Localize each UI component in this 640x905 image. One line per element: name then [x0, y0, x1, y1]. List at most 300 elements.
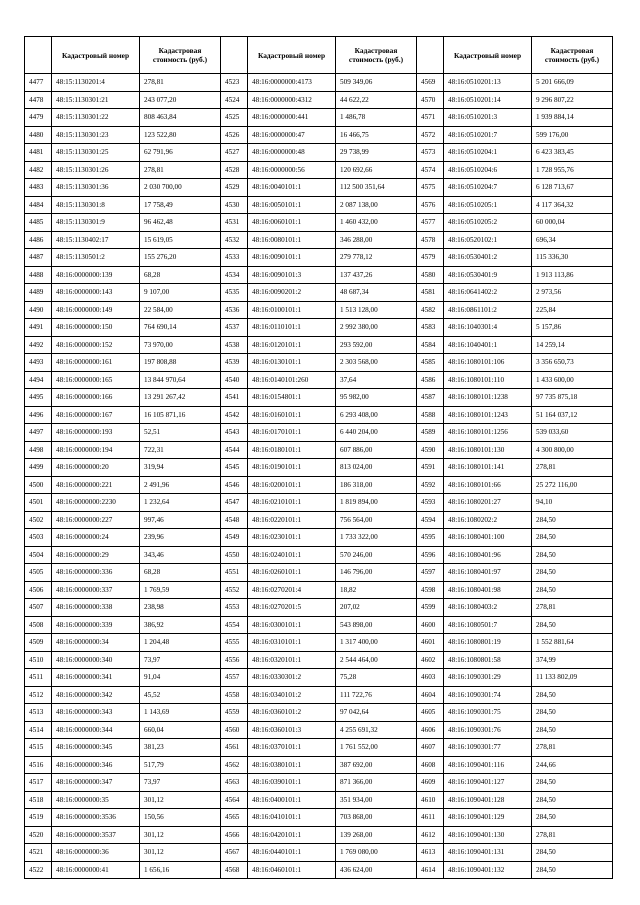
cadastral-number: 48:16:0000000:4173 [248, 74, 336, 92]
cadastral-number: 48:16:1080401:98 [444, 581, 532, 599]
table-row [221, 424, 417, 442]
row-number: 4537 [221, 319, 248, 337]
cadastral-value: 9 107,00 [140, 284, 221, 302]
row-number: 4547 [221, 494, 248, 512]
cadastral-value: 703 868,00 [336, 809, 417, 827]
header-row [25, 37, 221, 74]
row-number: 4583 [417, 319, 444, 337]
row-number: 4572 [417, 126, 444, 144]
cadastral-number: 48:16:1040401:1 [444, 336, 532, 354]
cadastral-value: 278,81 [532, 459, 613, 477]
cadastral-value: 243 077,20 [140, 91, 221, 109]
row-number: 4525 [221, 109, 248, 127]
cadastral-number: 48:16:0530401:9 [444, 266, 532, 284]
table-row [25, 231, 221, 249]
table-row [25, 109, 221, 127]
table-row [417, 826, 613, 844]
cadastral-value: 1 769 080,00 [336, 844, 417, 862]
cadastral-number: 48:16:0210101:1 [248, 494, 336, 512]
table-row [25, 126, 221, 144]
cadastral-value: 301,12 [140, 844, 221, 862]
table-row [417, 336, 613, 354]
row-number: 4520 [25, 826, 52, 844]
cadastral-number: 48:15:1130201:4 [52, 74, 140, 92]
row-number: 4500 [25, 476, 52, 494]
row-number: 4599 [417, 599, 444, 617]
row-number: 4503 [25, 529, 52, 547]
header-cadastral-number: Кадастровый номер [248, 37, 336, 74]
cadastral-value: 15 619,05 [140, 231, 221, 249]
cadastral-number: 48:16:0060101:1 [248, 214, 336, 232]
cadastral-number: 48:16:0390101:1 [248, 774, 336, 792]
cadastral-number: 48:16:0000000:139 [52, 266, 140, 284]
row-number: 4607 [417, 739, 444, 757]
table-row [25, 774, 221, 792]
cadastral-number: 48:16:0300101:1 [248, 616, 336, 634]
cadastral-value: 45,52 [140, 686, 221, 704]
cadastral-value: 1 913 113,86 [532, 266, 613, 284]
row-number: 4529 [221, 179, 248, 197]
table-row [417, 634, 613, 652]
cadastral-value: 5 157,86 [532, 319, 613, 337]
cadastral-value: 13 844 970,64 [140, 371, 221, 389]
cadastral-number: 48:16:0000000:339 [52, 616, 140, 634]
row-number: 4563 [221, 774, 248, 792]
table-row [417, 511, 613, 529]
cadastral-number: 48:16:0000000:36 [52, 844, 140, 862]
cadastral-number: 48:16:0000000:41 [52, 861, 140, 879]
cadastral-number: 48:16:0360101:2 [248, 704, 336, 722]
cadastral-value: 284,50 [532, 511, 613, 529]
row-number: 4580 [417, 266, 444, 284]
cadastral-value: 155 276,20 [140, 249, 221, 267]
row-number: 4532 [221, 231, 248, 249]
table-row [221, 214, 417, 232]
cadastral-number: 48:16:0000000:165 [52, 371, 140, 389]
table-row [417, 284, 613, 302]
cadastral-number: 48:16:0270201:5 [248, 599, 336, 617]
table-row [25, 301, 221, 319]
table-row [417, 861, 613, 879]
cadastral-number: 48:16:0000000:167 [52, 406, 140, 424]
row-number: 4481 [25, 144, 52, 162]
cadastral-number: 48:16:0090201:2 [248, 284, 336, 302]
row-number: 4540 [221, 371, 248, 389]
header-cadastral-value: Кадастровая стоимость (руб.) [336, 37, 417, 74]
row-number: 4591 [417, 459, 444, 477]
row-number: 4544 [221, 441, 248, 459]
cadastral-value: 381,23 [140, 739, 221, 757]
row-number: 4541 [221, 389, 248, 407]
cadastral-number: 48:16:1080101:106 [444, 354, 532, 372]
table-row [25, 809, 221, 827]
cadastral-number: 48:16:1040301:4 [444, 319, 532, 337]
cadastral-number: 48:16:0641402:2 [444, 284, 532, 302]
table-row [221, 546, 417, 564]
header-cadastral-value: Кадастровая стоимость (руб.) [140, 37, 221, 74]
cadastral-number: 48:16:1090401:116 [444, 756, 532, 774]
row-number: 4566 [221, 826, 248, 844]
table-row [221, 704, 417, 722]
table-row [25, 599, 221, 617]
cadastral-number: 48:16:1090401:131 [444, 844, 532, 862]
table-row [221, 634, 417, 652]
table-row [221, 441, 417, 459]
cadastral-value: 2 544 464,00 [336, 651, 417, 669]
table-row [221, 301, 417, 319]
cadastral-number: 48:16:0270201:4 [248, 581, 336, 599]
cadastral-number: 48:16:0000000:35 [52, 791, 140, 809]
cadastral-number: 48:16:0080101:1 [248, 231, 336, 249]
cadastral-number: 48:16:0340101:2 [248, 686, 336, 704]
row-number: 4545 [221, 459, 248, 477]
row-number: 4548 [221, 511, 248, 529]
table-row [25, 844, 221, 862]
cadastral-value: 284,50 [532, 861, 613, 879]
cadastral-value: 111 722,76 [336, 686, 417, 704]
cadastral-number: 48:15:1130402:17 [52, 231, 140, 249]
table-row [221, 406, 417, 424]
table-row [417, 774, 613, 792]
row-number: 4515 [25, 739, 52, 757]
cadastral-number: 48:16:0380101:1 [248, 756, 336, 774]
table-row [221, 651, 417, 669]
row-number: 4568 [221, 861, 248, 879]
cadastral-value: 284,50 [532, 809, 613, 827]
header-cadastral-value: Кадастровая стоимость (руб.) [532, 37, 613, 74]
cadastre-table-3 [416, 36, 613, 879]
row-number: 4534 [221, 266, 248, 284]
table-row [417, 319, 613, 337]
cadastral-value: 607 886,00 [336, 441, 417, 459]
header-row [417, 37, 613, 74]
cadastral-number: 48:15:1130301:25 [52, 144, 140, 162]
cadastral-value: 1 232,64 [140, 494, 221, 512]
cadastral-number: 48:16:1080101:1256 [444, 424, 532, 442]
cadastral-number: 48:16:1090401:128 [444, 791, 532, 809]
cadastral-number: 48:16:0230101:1 [248, 529, 336, 547]
row-number: 4513 [25, 704, 52, 722]
cadastral-value: 808 463,84 [140, 109, 221, 127]
row-number: 4560 [221, 721, 248, 739]
row-number: 4477 [25, 74, 52, 92]
table-row [417, 196, 613, 214]
table-row [221, 109, 417, 127]
table-row [25, 686, 221, 704]
row-number: 4535 [221, 284, 248, 302]
row-number: 4491 [25, 319, 52, 337]
table-row [221, 196, 417, 214]
cadastral-value: 6 128 713,67 [532, 179, 613, 197]
cadastral-number: 48:15:1130501:2 [52, 249, 140, 267]
row-number: 4490 [25, 301, 52, 319]
row-number: 4612 [417, 826, 444, 844]
cadastral-number: 48:16:0310101:1 [248, 634, 336, 652]
cadastral-number: 48:16:0120101:1 [248, 336, 336, 354]
table-row [25, 581, 221, 599]
table-row [221, 266, 417, 284]
cadastral-value: 96 462,48 [140, 214, 221, 232]
cadastral-value: 6 293 408,00 [336, 406, 417, 424]
cadastral-value: 68,28 [140, 266, 221, 284]
cadastral-value: 1 769,59 [140, 581, 221, 599]
table-row [25, 494, 221, 512]
row-number: 4611 [417, 809, 444, 827]
row-number: 4586 [417, 371, 444, 389]
cadastral-number: 48:16:0100101:1 [248, 301, 336, 319]
table-row [25, 214, 221, 232]
table-row [25, 546, 221, 564]
table-row [417, 669, 613, 687]
row-number: 4554 [221, 616, 248, 634]
cadastral-number: 48:16:0160101:1 [248, 406, 336, 424]
cadastral-value: 73 970,00 [140, 336, 221, 354]
cadastral-value: 284,50 [532, 529, 613, 547]
row-number: 4556 [221, 651, 248, 669]
table-row [417, 389, 613, 407]
row-number: 4526 [221, 126, 248, 144]
row-number: 4559 [221, 704, 248, 722]
row-number: 4592 [417, 476, 444, 494]
cadastral-number: 48:16:0000000:2230 [52, 494, 140, 512]
row-number: 4585 [417, 354, 444, 372]
cadastral-number: 48:16:0000000:344 [52, 721, 140, 739]
row-number: 4555 [221, 634, 248, 652]
cadastral-number: 48:16:1090301:77 [444, 739, 532, 757]
cadastral-number: 48:16:1090401:132 [444, 861, 532, 879]
table-row [221, 319, 417, 337]
table-row [25, 389, 221, 407]
row-number: 4604 [417, 686, 444, 704]
table-row [417, 459, 613, 477]
cadastral-number: 48:16:1080101:1238 [444, 389, 532, 407]
row-number: 4600 [417, 616, 444, 634]
row-number: 4492 [25, 336, 52, 354]
cadastral-value: 386,92 [140, 616, 221, 634]
cadastral-value: 6 440 204,00 [336, 424, 417, 442]
row-number: 4577 [417, 214, 444, 232]
cadastral-value: 197 808,88 [140, 354, 221, 372]
cadastral-number: 48:16:0510201:14 [444, 91, 532, 109]
table-row [25, 756, 221, 774]
cadastral-value: 284,50 [532, 791, 613, 809]
cadastral-number: 48:16:1090301:29 [444, 669, 532, 687]
cadastral-number: 48:16:1090301:75 [444, 704, 532, 722]
table-row [221, 616, 417, 634]
table-row [25, 476, 221, 494]
table-row [417, 809, 613, 827]
cadastral-value: 18,82 [336, 581, 417, 599]
row-number: 4571 [417, 109, 444, 127]
row-number: 4589 [417, 424, 444, 442]
row-number: 4558 [221, 686, 248, 704]
table-row [25, 459, 221, 477]
cadastral-value: 94,10 [532, 494, 613, 512]
row-number: 4561 [221, 739, 248, 757]
table-row [417, 756, 613, 774]
cadastral-number: 48:16:0180101:1 [248, 441, 336, 459]
table-row [417, 494, 613, 512]
row-number: 4478 [25, 91, 52, 109]
cadastral-number: 48:16:0000000:337 [52, 581, 140, 599]
cadastral-number: 48:16:1080101:66 [444, 476, 532, 494]
table-row [417, 74, 613, 92]
row-number: 4596 [417, 546, 444, 564]
cadastral-number: 48:16:0154801:1 [248, 389, 336, 407]
cadastral-number: 48:16:1080501:7 [444, 616, 532, 634]
table-row [221, 371, 417, 389]
row-number: 4528 [221, 161, 248, 179]
row-number: 4512 [25, 686, 52, 704]
table-row [417, 844, 613, 862]
cadastral-number: 48:16:0000000:441 [248, 109, 336, 127]
cadastral-value: 346 288,00 [336, 231, 417, 249]
row-number: 4582 [417, 301, 444, 319]
cadastral-value: 97 042,64 [336, 704, 417, 722]
cadastral-value: 696,34 [532, 231, 613, 249]
cadastral-value: 97 735 875,18 [532, 389, 613, 407]
cadastral-value: 2 303 568,00 [336, 354, 417, 372]
row-number: 4539 [221, 354, 248, 372]
row-number: 4538 [221, 336, 248, 354]
table-row [417, 651, 613, 669]
table-row [221, 826, 417, 844]
cadastral-number: 48:16:0320101:1 [248, 651, 336, 669]
cadastral-number: 48:15:1130301:26 [52, 161, 140, 179]
cadastral-value: 1 317 400,00 [336, 634, 417, 652]
table-row [25, 336, 221, 354]
table-row [221, 354, 417, 372]
cadastral-value: 278,81 [532, 599, 613, 617]
table-row [221, 844, 417, 862]
table-row [221, 739, 417, 757]
table-row [221, 791, 417, 809]
cadastral-number: 48:16:0000000:3536 [52, 809, 140, 827]
table-row [417, 301, 613, 319]
row-number: 4517 [25, 774, 52, 792]
row-number: 4574 [417, 161, 444, 179]
table-row [221, 529, 417, 547]
cadastral-value: 1 552 881,64 [532, 634, 613, 652]
cadastral-value: 351 934,00 [336, 791, 417, 809]
table-row [221, 336, 417, 354]
table-row [221, 494, 417, 512]
table-row [221, 126, 417, 144]
table-row [25, 371, 221, 389]
cadastral-value: 73,97 [140, 774, 221, 792]
row-number: 4505 [25, 564, 52, 582]
cadastral-value: 2 992 380,00 [336, 319, 417, 337]
table-row [25, 704, 221, 722]
table-row [417, 721, 613, 739]
cadastral-number: 48:16:0510204:7 [444, 179, 532, 197]
cadastral-number: 48:15:1130301:23 [52, 126, 140, 144]
cadastral-value: 73,97 [140, 651, 221, 669]
row-number: 4524 [221, 91, 248, 109]
cadastral-number: 48:16:0000000:56 [248, 161, 336, 179]
table-row [25, 144, 221, 162]
cadastral-value: 284,50 [532, 686, 613, 704]
cadastral-number: 48:15:1130301:22 [52, 109, 140, 127]
cadastral-number: 48:15:1130301:9 [52, 214, 140, 232]
row-number: 4597 [417, 564, 444, 582]
cadastral-value: 2 030 700,00 [140, 179, 221, 197]
cadastral-number: 48:16:0000000:347 [52, 774, 140, 792]
row-number: 4595 [417, 529, 444, 547]
cadastral-value: 1 513 128,00 [336, 301, 417, 319]
row-number: 4482 [25, 161, 52, 179]
row-number: 4609 [417, 774, 444, 792]
cadastral-value: 22 584,00 [140, 301, 221, 319]
cadastral-value: 120 692,66 [336, 161, 417, 179]
cadastral-number: 48:16:0000000:166 [52, 389, 140, 407]
table-row [221, 231, 417, 249]
cadastral-number: 48:16:1080801:19 [444, 634, 532, 652]
row-number: 4507 [25, 599, 52, 617]
row-number: 4498 [25, 441, 52, 459]
cadastral-number: 48:16:0260101:1 [248, 564, 336, 582]
row-number: 4565 [221, 809, 248, 827]
cadastral-value: 52,51 [140, 424, 221, 442]
row-number: 4522 [25, 861, 52, 879]
table-row [417, 529, 613, 547]
cadastral-value: 813 024,00 [336, 459, 417, 477]
cadastral-number: 48:16:0190101:1 [248, 459, 336, 477]
cadastral-value: 278,81 [140, 74, 221, 92]
cadastral-value: 2 973,56 [532, 284, 613, 302]
cadastral-value: 756 564,00 [336, 511, 417, 529]
table-row [221, 809, 417, 827]
header-number [417, 37, 444, 74]
row-number: 4489 [25, 284, 52, 302]
cadastral-number: 48:16:0130101:1 [248, 354, 336, 372]
cadastral-value: 4 300 800,00 [532, 441, 613, 459]
cadastral-value: 284,50 [532, 564, 613, 582]
row-number: 4590 [417, 441, 444, 459]
table-row [25, 511, 221, 529]
table-row [221, 861, 417, 879]
table-row [221, 564, 417, 582]
cadastral-value: 2 491,96 [140, 476, 221, 494]
cadastral-value: 5 201 666,09 [532, 74, 613, 92]
table-row [25, 284, 221, 302]
table-row [417, 599, 613, 617]
table-row [417, 704, 613, 722]
cadastral-number: 48:16:0000000:341 [52, 669, 140, 687]
cadastral-value: 44 622,22 [336, 91, 417, 109]
cadastral-value: 16 466,75 [336, 126, 417, 144]
table-row [417, 179, 613, 197]
cadastral-value: 436 624,00 [336, 861, 417, 879]
cadastral-value: 60 000,04 [532, 214, 613, 232]
cadastral-number: 48:16:0000000:34 [52, 634, 140, 652]
cadastral-value: 374,99 [532, 651, 613, 669]
row-number: 4485 [25, 214, 52, 232]
cadastral-value: 207,02 [336, 599, 417, 617]
cadastral-value: 6 423 383,45 [532, 144, 613, 162]
table-row [417, 739, 613, 757]
cadastral-value: 1 460 432,00 [336, 214, 417, 232]
row-number: 4613 [417, 844, 444, 862]
cadastral-number: 48:16:0360101:3 [248, 721, 336, 739]
table-row [25, 266, 221, 284]
cadastral-number: 48:16:0000000:338 [52, 599, 140, 617]
table-row [417, 161, 613, 179]
cadastral-value: 1 939 884,14 [532, 109, 613, 127]
row-number: 4497 [25, 424, 52, 442]
row-number: 4519 [25, 809, 52, 827]
table-row [417, 424, 613, 442]
